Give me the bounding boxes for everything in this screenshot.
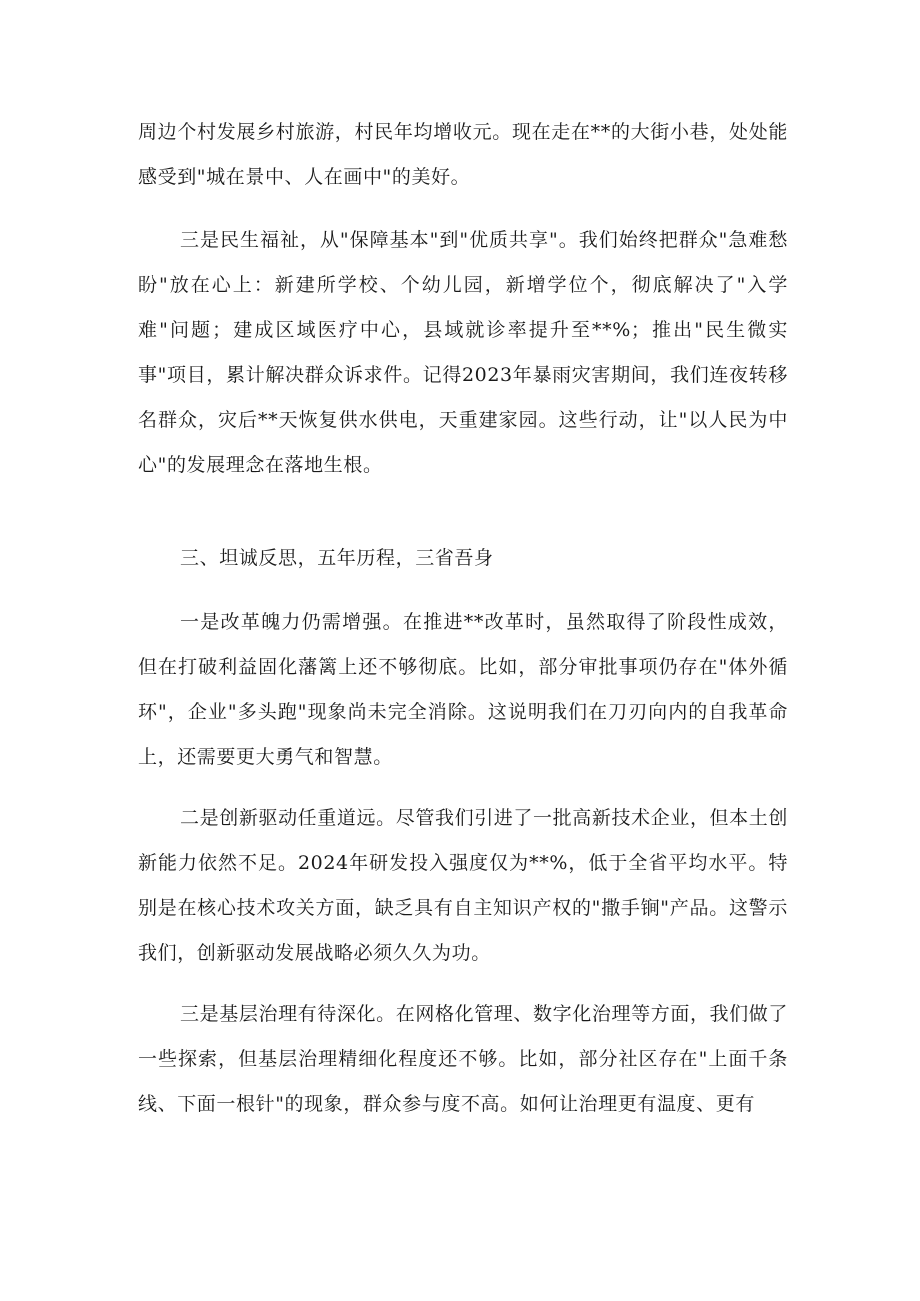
paragraph-continuation: 周边个村发展乡村旅游，村民年均增收元。现在走在**的大街小巷，处处能感受到"城在景中、人在画中"的美好。 bbox=[138, 121, 788, 188]
paragraph-reform: 一是改革魄力仍需增强。在推进**改革时，虽然取得了阶段性成效，但在打破利益固化藩篱上还不够彻底。比如，部分审批事项仍存在"体外循环"，企业"多头跑"现象尚未完全消除。这说明我们在刀刃向内的自我革命上，还需要更大勇气和智慧。 bbox=[138, 611, 788, 768]
paragraph-livelihood: 三是民生福祉，从"保障基本"到"优质共享"。我们始终把群众"急难愁盼"放在心上：新建所学校、个幼儿园，新增学位个，彻底解决了"入学难"问题；建成区域医疗中心，县域就诊率提升至**%；推出"民生微实事"项目，累计解决群众诉求件。记得2023年暴雨灾害期间，我们连夜转移名群众，灾后**天恢复供水供电，天重建家园。这些行动，让"以人民为中心"的发展理念在落地生根。 bbox=[138, 229, 788, 476]
section-heading-reflection: 三、坦诚反思，五年历程，三省吾身 bbox=[180, 547, 494, 569]
paragraph-innovation: 二是创新驱动任重道远。尽管我们引进了一批高新技术企业，但本土创新能力依然不足。2024年研发投入强度仅为**%，低于全省平均水平。特别是在核心技术攻关方面，缺乏具有自主知识产权的"撒手锏"产品。这警示我们，创新驱动发展战略必须久久为功。 bbox=[138, 807, 788, 964]
paragraph-governance: 三是基层治理有待深化。在网格化管理、数字化治理等方面，我们做了一些探索，但基层治理精细化程度还不够。比如，部分社区存在"上面千条线、下面一根针"的现象，群众参与度不高。如何让治理更有温度、更有 bbox=[138, 1003, 788, 1115]
